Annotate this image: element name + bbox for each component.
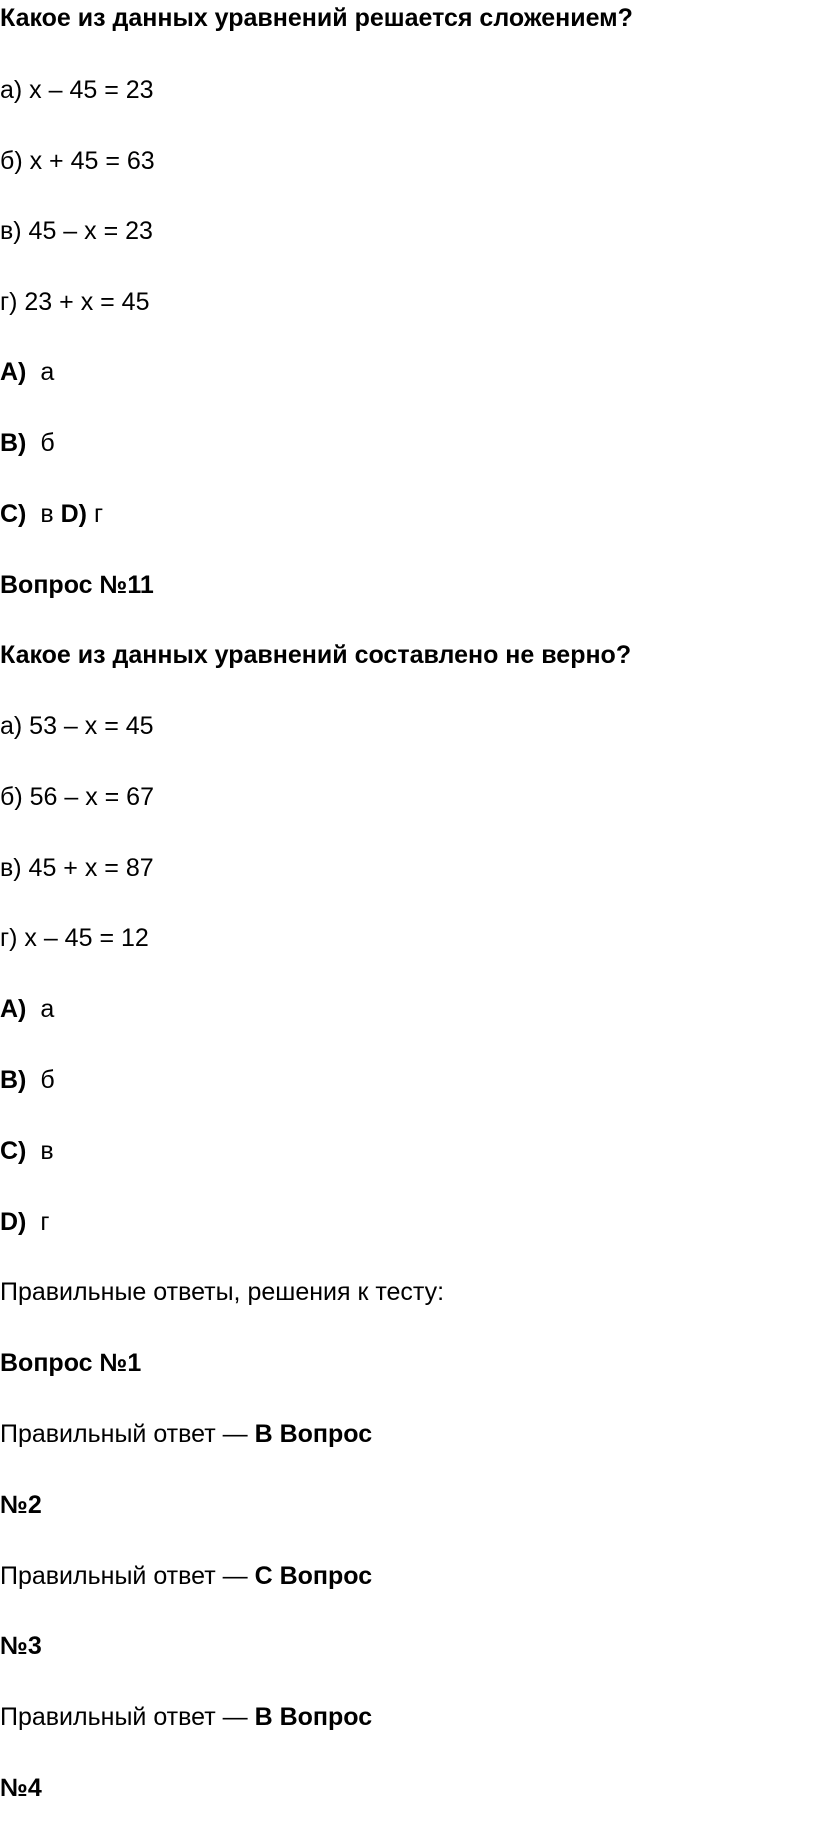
question-11-option-b: б) 56 – x = 67 (0, 783, 154, 811)
answers-q1-line (0, 1416, 372, 1452)
answer-value: а (40, 995, 55, 1023)
question-11-heading: Вопрос №11 (0, 571, 154, 599)
answer-prefix: Правильный ответ — (0, 1562, 248, 1590)
answers-q2-number: №2 (0, 1491, 42, 1519)
question-10-option-c: в) 45 – x = 23 (0, 217, 153, 245)
question-10-answer-a (0, 354, 54, 390)
question-11-answer-a (0, 991, 54, 1027)
question-11-answer-b (0, 1062, 55, 1098)
question-11-answer-c (0, 1133, 54, 1169)
answer-value: б (40, 429, 55, 457)
question-11-option-c: в) 45 + x = 87 (0, 854, 154, 882)
answer-prefix: Правильный ответ — (0, 1703, 248, 1731)
question-10-option-d: г) 23 + x = 45 (0, 288, 150, 316)
answer-label: С) (0, 500, 27, 528)
question-10-option-a: а) x – 45 = 23 (0, 76, 154, 104)
question-10-option-b: б) x + 45 = 63 (0, 147, 155, 175)
answers-q2-line (0, 1558, 372, 1594)
answer-prefix: Правильный ответ — (0, 1420, 248, 1448)
question-11-text: Какое из данных уравнений составлено не верно? (0, 641, 632, 669)
answers-q4-number: №4 (0, 1774, 42, 1802)
question-11-answer-d (0, 1204, 50, 1240)
answer-label: С) (0, 1137, 27, 1165)
answer-label: В) (0, 429, 27, 457)
answer-label: В) (0, 1066, 27, 1094)
question-10-text: Какое из данных уравнений решается сложением? (0, 4, 633, 32)
answer-value: а (40, 358, 55, 386)
answer-label: D) (60, 500, 88, 528)
answers-q3-number: №3 (0, 1632, 42, 1660)
question-11-option-d: г) x – 45 = 12 (0, 924, 149, 952)
answers-q1-heading: Вопрос №1 (0, 1349, 142, 1377)
answer-letter: В Вопрос (254, 1703, 373, 1731)
answers-intro: Правильные ответы, решения к тесту: (0, 1278, 445, 1306)
answer-value: б (40, 1066, 55, 1094)
question-10-answer-b (0, 425, 55, 461)
answer-value: в (40, 1137, 54, 1165)
answer-label: А) (0, 358, 27, 386)
answer-label: А) (0, 995, 27, 1023)
answers-q3-line (0, 1699, 372, 1735)
question-10-answer-cd (0, 496, 103, 532)
answer-value: г (40, 1208, 50, 1236)
question-11-option-a: а) 53 – x = 45 (0, 712, 154, 740)
answer-value: г (93, 500, 104, 528)
answer-letter: В Вопрос (254, 1420, 373, 1448)
answer-value: в (40, 500, 54, 528)
answer-letter: С Вопрос (254, 1562, 373, 1590)
answer-label: D) (0, 1208, 27, 1236)
